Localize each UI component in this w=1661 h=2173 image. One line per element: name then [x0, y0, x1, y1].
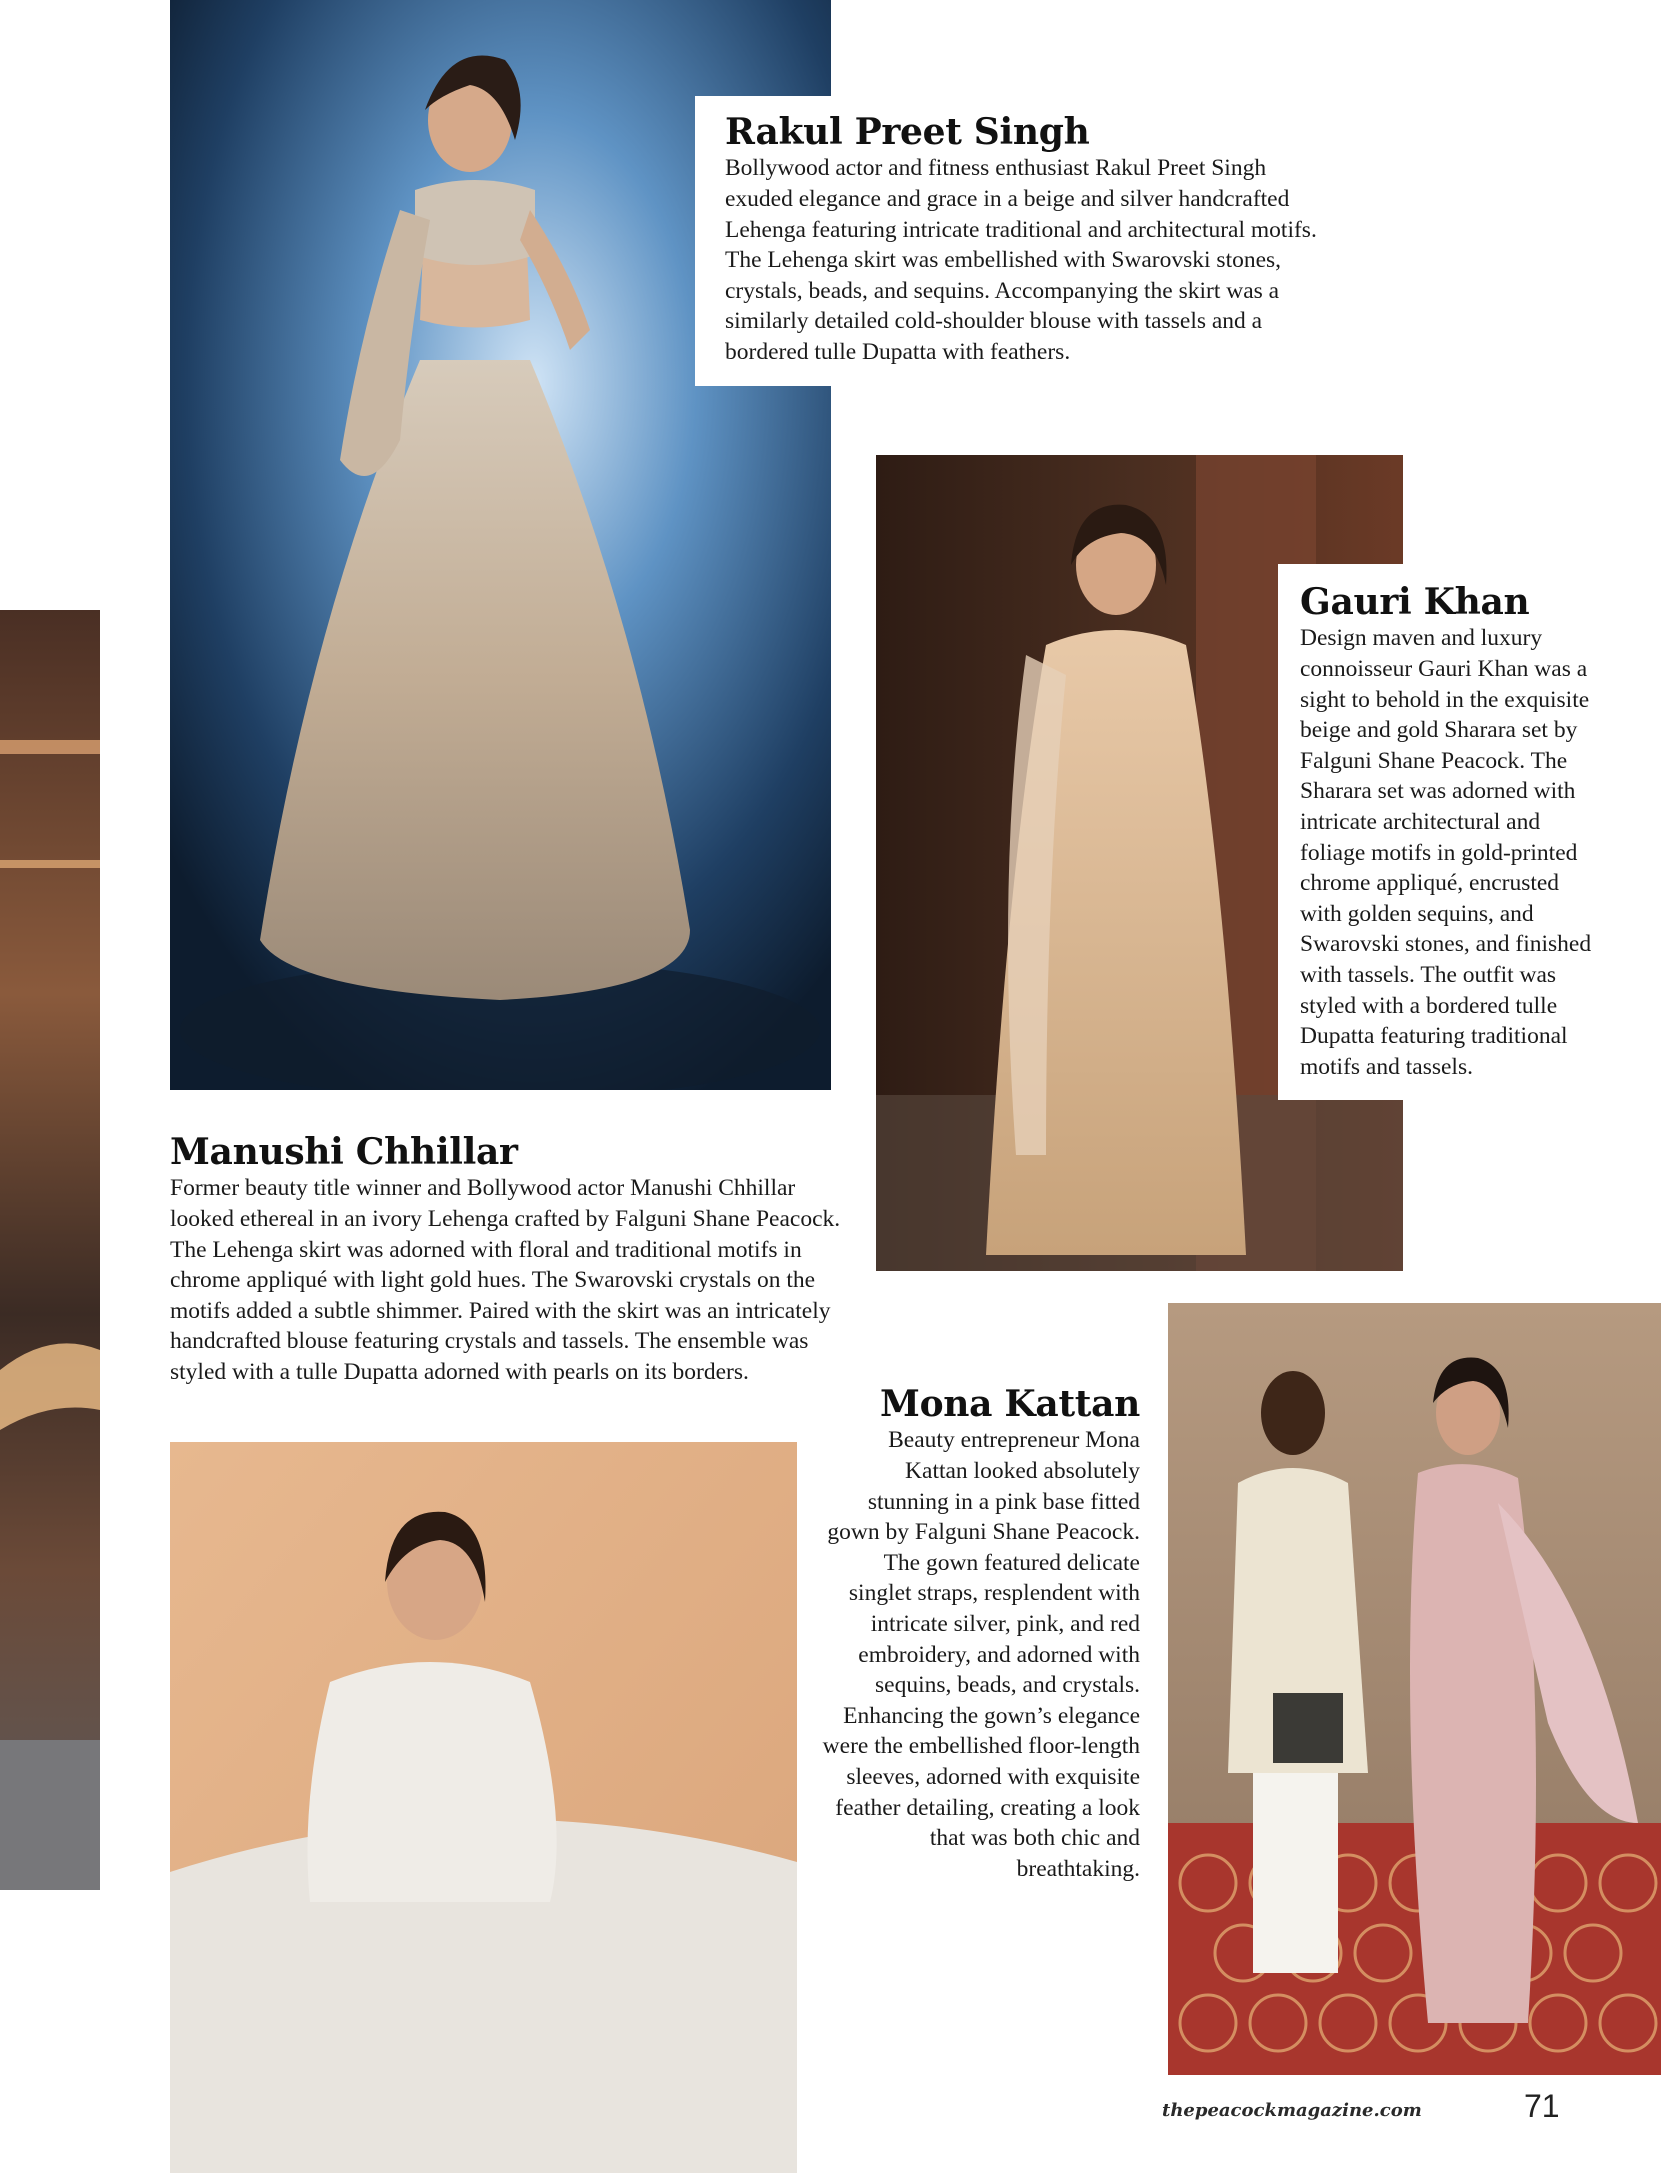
mona-kattan-photo: [1168, 1303, 1661, 2075]
gauri-caption-box: [1278, 564, 1600, 1100]
manushi-chhillar-photo: [170, 1442, 797, 2173]
manushi-caption-box: [170, 1132, 860, 1388]
left-edge-interior-photo: [0, 610, 100, 1890]
rakul-body-text: Bollywood actor and fitness enthusiast Rakul Preet Singh exuded elegance and grace in a beige and silver handcrafted Lehenga featuring intricate traditional and architectural motifs. The Lehenga skirt was embellished with Swarovski stones, crystals, beads, and sequins. Accompanying the skirt was a similarly detailed cold-shoulder blouse with tassels and a bordered tulle Dupatta with feathers.: [725, 155, 1317, 365]
rakul-caption-box: [695, 96, 1325, 386]
manushi-body-text: Former beauty title winner and Bollywood actor Manushi Chhillar looked ethereal in an ivory Lehenga crafted by Falguni Shane Peacock. The Lehenga skirt was adorned with floral and traditional motifs in chrome appliqué with light gold hues. The Swarovski crystals on the motifs added a subtle shimmer. Paired with the skirt was an intricately handcrafted blouse featuring crystals and tassels. The ensemble was styled with a tulle Dupatta adorned with pearls on its borders.: [170, 1175, 841, 1385]
mona-caption-box: [820, 1384, 1140, 1884]
page-number: 71: [1524, 2088, 1560, 2124]
rakul-heading: Rakul Preet Singh: [725, 111, 1090, 153]
gauri-heading: Gauri Khan: [1300, 581, 1530, 623]
magazine-website: thepeacockmagazine.com: [1162, 2100, 1422, 2121]
mona-body-text: Beauty entrepreneur Mona Kattan looked absolutely stunning in a pink base fitted gown by Falguni Shane Peacock. The gown featured delicate singlet straps, resplendent with intricate silver, pink, and red embroidery, and adorned with sequins, beads, and crystals. Enhancing the gown’s elegance were the embellished floor-length sleeves, adorned with exquisite feather detailing, creating a look that was both chic and breathtaking.: [822, 1427, 1140, 1882]
mona-heading: Mona Kattan: [880, 1383, 1140, 1425]
gauri-body-text: Design maven and luxury connoisseur Gauri Khan was a sight to behold in the exquisite beige and gold Sharara set by Falguni Shane Peacock. The Sharara set was adorned with intricate architectural and foliage motifs in gold-printed chrome appliqué, encrusted with golden sequins, and Swarovski stones, and finished with tassels. The outfit was styled with a bordered tulle Dupatta featuring traditional motifs and tassels.: [1300, 625, 1592, 1080]
manushi-heading: Manushi Chhillar: [170, 1131, 518, 1173]
